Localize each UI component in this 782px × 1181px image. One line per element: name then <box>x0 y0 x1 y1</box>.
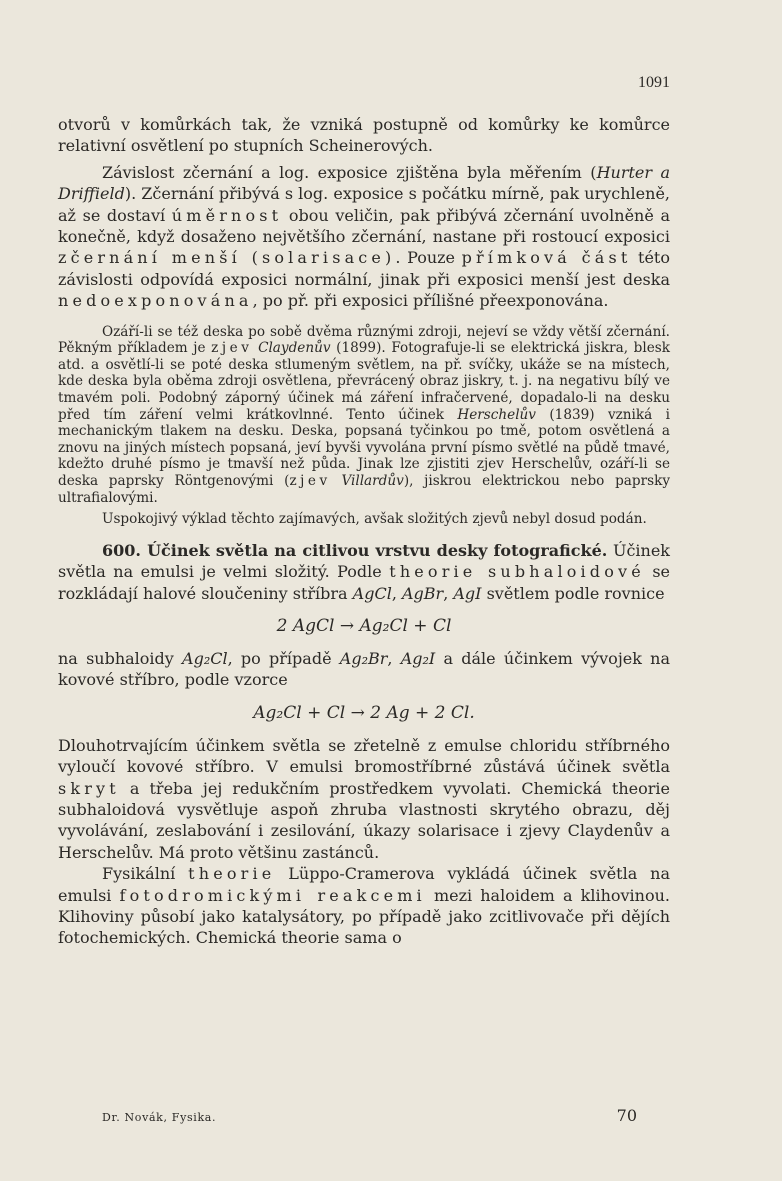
paragraph-7: Dlouhotrvajícím účinkem světla se zřetelně z emulse chloridu stříbrného vyloučí kovové stříbro. V emulsi bromostříbrné zůstává účinek světla skryt a třeba jej redukčním prostředkem vyvolati. Chemická theorie subhaloidová vysvětluje aspoň zhruba vlastnosti skrytého obrazu, děj vyvolávání, zeslabování i zesilování, úkazy solarisace i zjevy Claydenův a Herschelův. Má proto většinu zastánců. <box>58 735 670 862</box>
paragraph-6: na subhaloidy Ag₂Cl, po případě Ag₂Br, Ag₂I a dále účinkem vývojek na kovové stříbro, podle vzorce <box>58 649 671 690</box>
term-claydenuv: Claydenův <box>258 340 331 357</box>
term-herscheluv: Herschelův <box>457 406 536 423</box>
authors-hurter-driffield: Hurter a Driffield <box>58 162 671 204</box>
paragraph-1: otvorů v komůrkách tak, že vzniká postupně od komůrky ke komůrce relativní osvětlení po stupních Scheinerových. <box>58 115 670 156</box>
term-skryt: skryt <box>58 778 120 798</box>
term-theorie-subhaloidove: theorie subhaloidové <box>389 562 645 582</box>
paragraph-600: 600. Účinek světla na citlivou vrstvu desky fotografické. Účinek světla na emulsi je velmi složitý. Podle theorie subhaloidové se rozkládají halové sloučeniny stříbra AgCl, AgBr, AgI světlem podle rovnice <box>58 540 671 603</box>
term-umernost: úměrnost <box>171 205 283 225</box>
paragraph-8: Fysikální theorie Lüppo-Cramerova vykládá účinek světla na emulsi fotodromickými reakcemi mezi haloidem a klihovinou. Klihoviny působí jako katalysátory, po případě jako zcitlivovače při dějích fotochemických. Chemická theorie sama o <box>58 864 670 948</box>
page-body <box>58 114 670 949</box>
page-number: 1091 <box>638 74 670 91</box>
paragraph-4: Uspokojivý výklad těchto zajímavých, avšak složitých zjevů nebyl dosud podán. <box>102 511 647 528</box>
footer-author: Dr. Novák, Fysika. <box>102 1111 217 1124</box>
section-heading-600: 600. Účinek světla na citlivou vrstvu desky fotografické. <box>102 540 608 560</box>
paragraph-3: Ozáří-li se též deska po sobě dvěma různými zdroji, nejeví se vždy větší zčernání. Pěkným příkladem je zjev Claydenův (1899). Fotografuje-li se elektrická jiskra, blesk atd. a osvětlí-li se poté deska stlumeným světlem, na př. svíčky, ukáže se na místech, kde deska byla oběma zdroji osvětlena, převrácený obraz jiskry, t. j. na negativu bílý ve tmavém poli. Podobný záporný účinek má záření infračervené, dopadalo-li na desku před tím záření velmi krátkovlnné. Tento účinek Herschelův (1839) vzniká i mechanickým tlakem na desku. Deska, popsaná tyčinkou po tmě, potom osvětlená a znovu na jiných místech popsaná, jeví byvši vyvolána první písmo světlé na půdě tmavé, kdežto druhé písmo je tmavší než půda. Jinak lze zjistiti zjev Herschelův, ozáří-li se deska paprsky Röntgenovými (zjev Villardův), jiskrou elektrickou nebo paprsky ultrafialovými. <box>58 323 670 506</box>
term-villarduv: Villardův <box>341 473 404 489</box>
signature-number: 70 <box>616 1106 637 1125</box>
formula-2: Ag₂Cl + Cl → 2 Ag + 2 Cl. <box>253 702 475 723</box>
term-fotodromickymi-reakcemi: fotodromickými reakcemi <box>119 885 426 905</box>
term-nedoexponovana: nedoexponována <box>58 291 253 311</box>
term-zcerneni-mensi: zčernání menší (solarisace) <box>58 248 396 268</box>
page-footer <box>102 1106 637 1125</box>
term-primkova-cast: přímková část <box>461 248 632 268</box>
formula-1: 2 AgCl → Ag₂Cl + Cl <box>276 616 452 636</box>
paragraph-2: Závislost zčernání a log. exposice zjištěna byla měřením (Hurter a Driffield). Zčernání přibývá s log. exposice s počátku mírně, pak urychleně, až se dostaví úměrnost obou veličin, pak přibývá zčernání uvolněně a konečně, když dosaženo největšího zčernání, nastane při rostoucí exposici zčernání menší (solarisace). Pouze přímková část této závislosti odpovídá exposici normální, jinak při exposici menší jest deska nedoexponována, po př. při exposici přílišné přeexponována. <box>58 162 671 311</box>
